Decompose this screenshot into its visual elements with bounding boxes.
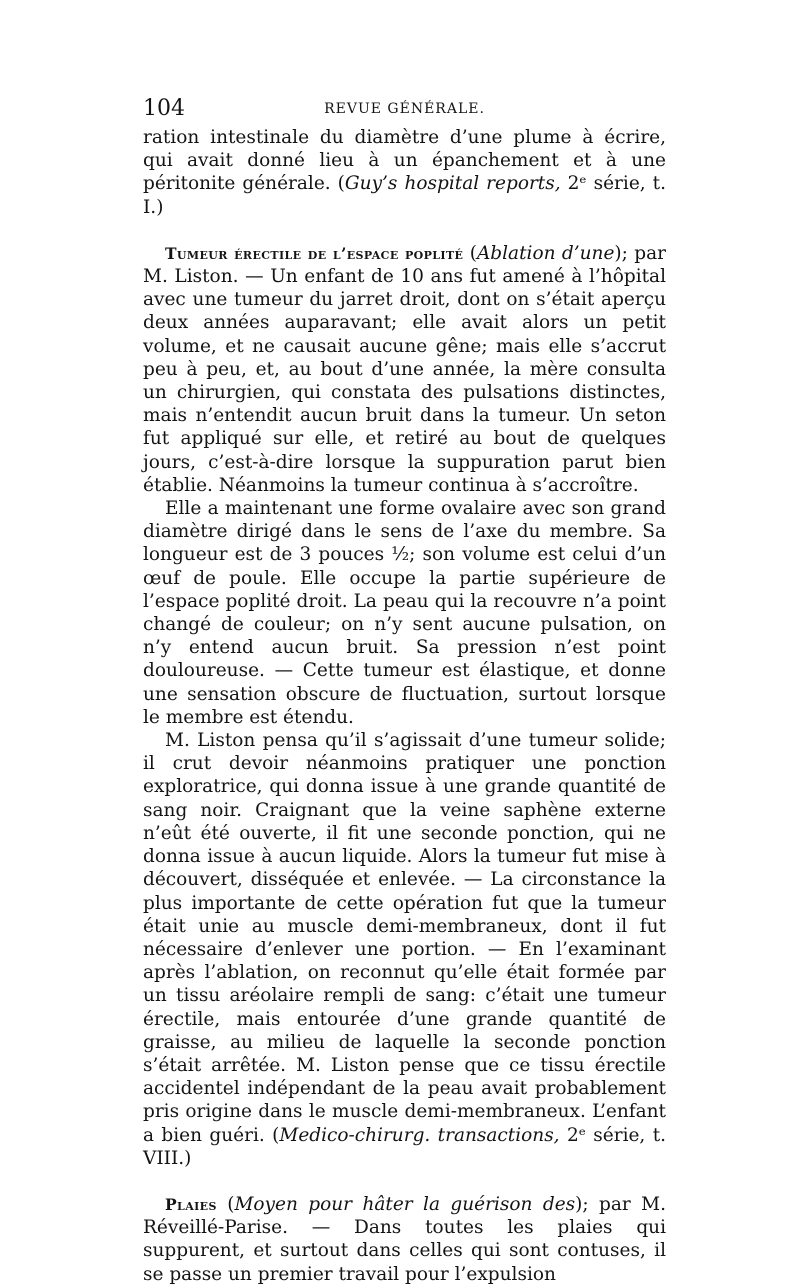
paragraph bbox=[143, 729, 666, 1170]
source-citation: Guy’s hospital reports, bbox=[344, 173, 561, 195]
page-header bbox=[143, 96, 666, 126]
article-body bbox=[143, 126, 666, 1286]
paragraph-text: par M. Réveillé-Parise. — Dans toutes les plaies qui suppurent, et surtout dans celles qui sont contuses, il se passe un premier travail pour l’expulsion bbox=[143, 1193, 666, 1285]
paragraph: Elle a maintenant une forme ovalaire avec son grand diamètre dirigé dans le sens de l’axe du membre. Sa longueur est de 3 pouces ½; son volume est celui d’un œuf de poule. Elle occupe la partie supérieure de l’espace poplité droit. La peau qui la recouvre n’a point changé de couleur; on n’y sent aucune pulsation, on n’y entend aucun bruit. Sa pression n’est point douloureuse. — Cette tumeur est élastique, et donne une sensation obscure de fluctuation, surtout lorsque le membre est étendu. bbox=[143, 498, 666, 728]
paragraph-text: par M. Liston. — Un enfant de 10 ans fut amené à l’hôpital avec une tumeur du jarret droit, dont on s’était aperçu deux années auparavant; elle avait alors un petit volume, et ne causait aucune gêne; mais elle s’accrut peu à peu, et, au bout d’une année, la mère consulta un chirurgien, qui constata des pulsations distinctes, mais n’entendit aucun bruit dans la tumeur. Un seton fut appliqué sur elle, et retiré au bout de quelques jours, c’est-à-dire lorsque la suppuration parut bien établie. Néanmoins la tumeur continua à s’accroître. bbox=[143, 242, 666, 496]
section-plaies: Plaies (Moyen pour hâter la guérison des); par M. Réveillé-Parise. — Dans toutes les plaies qui suppurent, et surtout dans celles qui sont contuses, il se passe un premier travail pour l’expulsion bbox=[143, 1193, 666, 1285]
page-number: 104 bbox=[143, 96, 185, 121]
section-subtitle: Ablation d’une bbox=[476, 242, 615, 264]
paragraph-text: M. Liston pensa qu’il s’agissait d’une tumeur solide; il crut devoir néanmoins pratiquer une ponction exploratrice, qui donna issue à une grande quantité de sang noir. Craignant que la veine saphène externe n’eût été ouverte, il fit une seconde ponction, qui ne donna issue à aucun liquide. Alors la tumeur fut mise à découvert, disséquée et enlevée. — La circonstance la plus importante de cette opération fut que la tumeur était unie au muscle demi-membraneux, dont il fut nécessaire d’enlever une portion. — En l’examinant après l’ablation, on reconnut qu’elle était formée par un tissu aréolaire rempli de sang: c’était une tumeur érectile, mais entourée d’une grande quantité de graisse, au milieu de laquelle la seconde ponction s’était arrêtée. M. Liston pense que ce tissu érectile accidentel indépendant de la peau avait probablement pris origine dans le muscle demi-membraneux. L’enfant a bien guéri. ( bbox=[143, 730, 666, 1146]
paragraph-text: ration intestinale du diamètre d’une plume à écrire, qui avait donné lieu à un épanchement et à une péritonite générale. ( bbox=[143, 127, 666, 195]
section-heading: Tumeur érectile de l’espace poplité bbox=[165, 243, 464, 263]
section-subtitle: Moyen pour hâter la guérison des bbox=[234, 1193, 576, 1215]
source-citation: Medico-chirurg. transactions, bbox=[279, 1124, 560, 1146]
section-heading: Plaies bbox=[165, 1194, 217, 1214]
citation-tail: 2ᵉ série, t. I.) bbox=[143, 173, 666, 218]
section-tumeur-erectile: Tumeur érectile de l’espace poplité (Ablation d’une); par M. Liston. — Un enfant de 10 ans fut amené à l’hôpital avec une tumeur du jarret droit, dont on s’était aperçu deux années auparavant; elle avait alors un petit volume, et ne causait aucune gêne; mais elle s’accrut peu à peu, et, au bout d’une année, la mère consulta un chirurgien, qui constata des pulsations distinctes, mais n’entendit aucun bruit dans la tumeur. Un seton fut appliqué sur elle, et retiré au bout de quelques jours, c’est-à-dire lorsque la suppuration parut bien établie. Néanmoins la tumeur continua à s’accroître. bbox=[143, 242, 666, 496]
paragraph-continued bbox=[143, 126, 666, 219]
running-head: REVUE GÉNÉRALE. bbox=[324, 101, 485, 117]
citation-tail: 2ᵉ série, t. VIII.) bbox=[143, 1124, 667, 1169]
